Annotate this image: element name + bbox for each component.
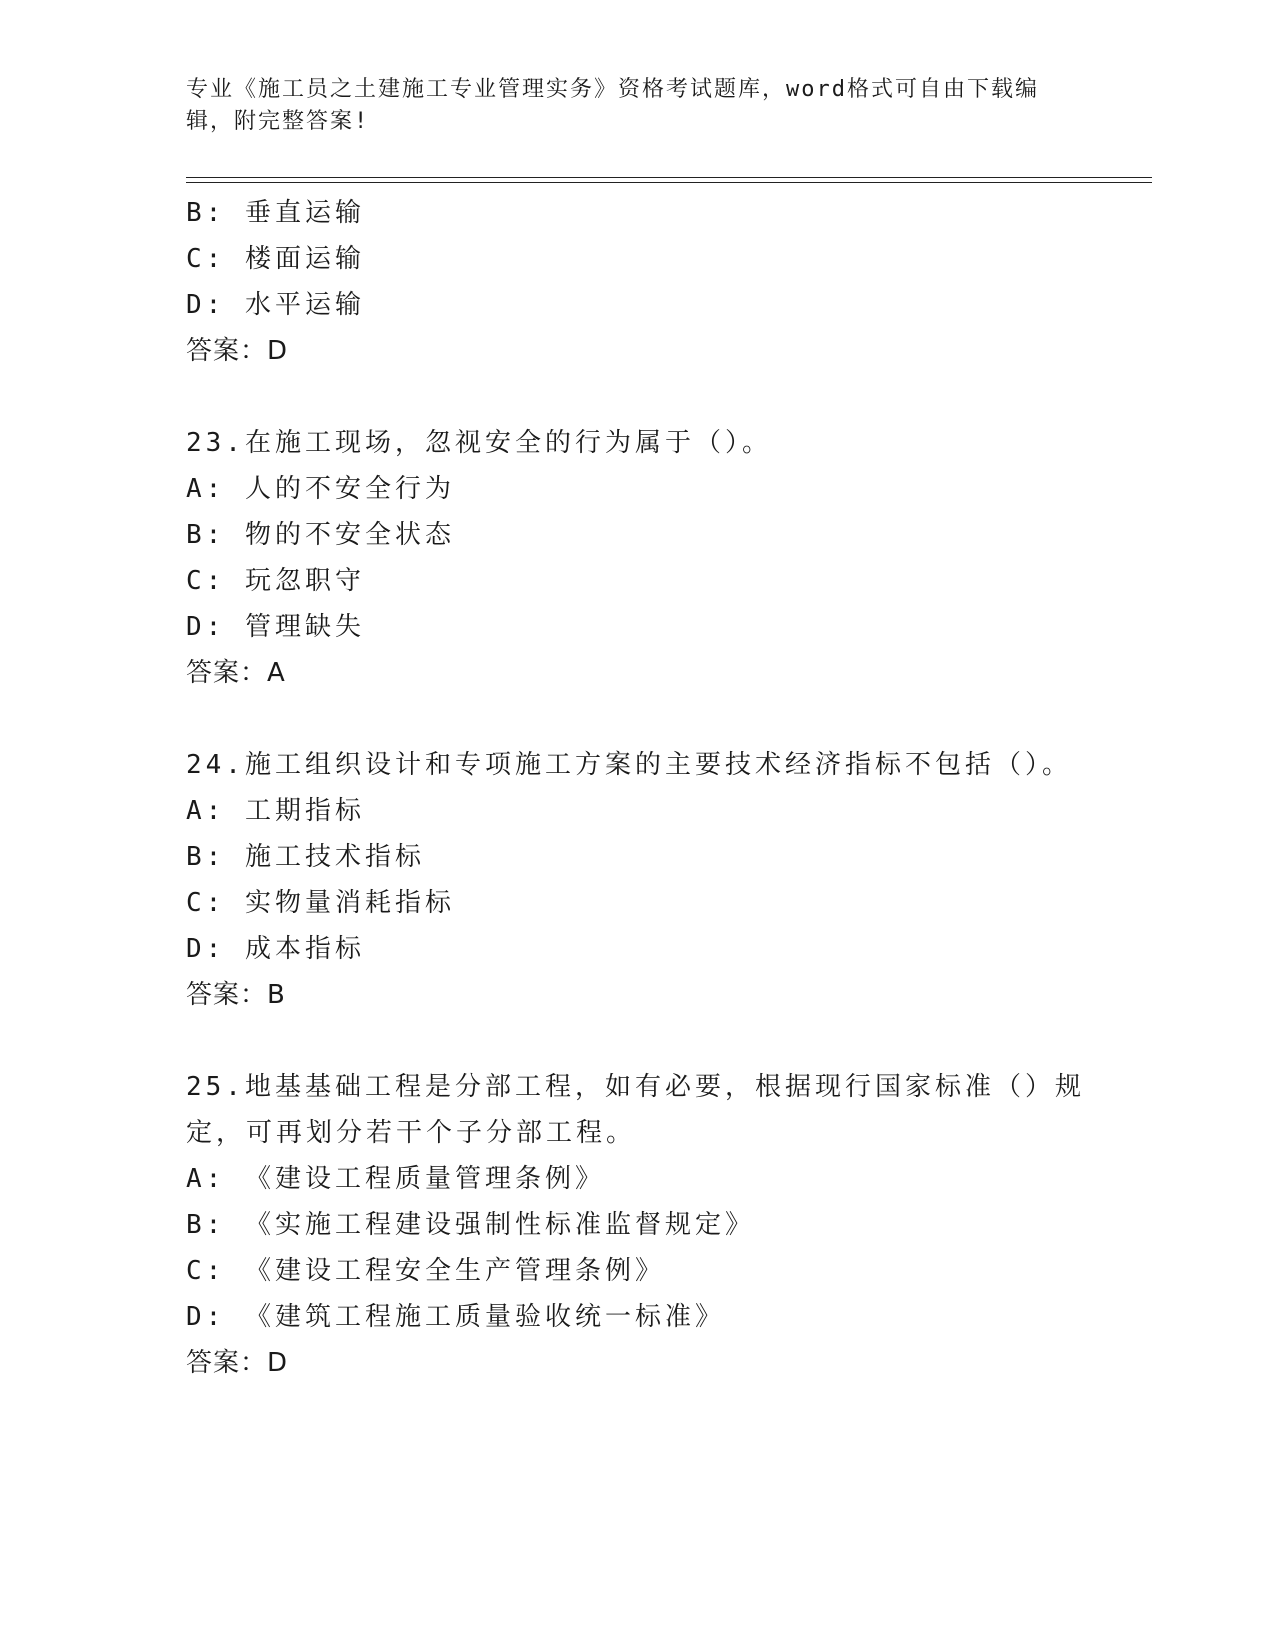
question-block-24 bbox=[186, 742, 1086, 1018]
option-c: C: 《建设工程安全生产管理条例》 bbox=[186, 1256, 665, 1286]
option-a: A: 工期指标 bbox=[186, 796, 365, 826]
option-c: C: 玩忽职守 bbox=[186, 566, 365, 596]
option-d: D: 管理缺失 bbox=[186, 612, 365, 642]
answer-line: 答案：D bbox=[186, 336, 289, 366]
answer-line: 答案：D bbox=[186, 1348, 289, 1378]
header-rule-bottom bbox=[186, 182, 1152, 183]
option-d: D: 《建筑工程施工质量验收统一标准》 bbox=[186, 1302, 725, 1332]
option-a: A: 人的不安全行为 bbox=[186, 474, 455, 504]
header-rule-top bbox=[186, 177, 1152, 178]
answer-line: 答案：A bbox=[186, 658, 286, 688]
option-c: C: 实物量消耗指标 bbox=[186, 888, 455, 918]
option-a: A: 《建设工程质量管理条例》 bbox=[186, 1164, 605, 1194]
question-stem: 23.在施工现场，忽视安全的行为属于（）。 bbox=[186, 428, 772, 458]
question-block-25 bbox=[186, 1064, 1086, 1386]
question-content bbox=[186, 190, 1086, 1386]
option-b: B: 《实施工程建设强制性标准监督规定》 bbox=[186, 1210, 755, 1240]
option-d: D: 水平运输 bbox=[186, 290, 365, 320]
document-header: 专业《施工员之土建施工专业管理实务》资格考试题库，word格式可自由下载编辑，附完整答案! bbox=[186, 77, 1039, 134]
option-b: B: 物的不安全状态 bbox=[186, 520, 455, 550]
option-b: B: 垂直运输 bbox=[186, 198, 365, 228]
option-d: D: 成本指标 bbox=[186, 934, 365, 964]
option-b: B: 施工技术指标 bbox=[186, 842, 425, 872]
question-block-22-tail bbox=[186, 190, 1086, 374]
question-stem: 25.地基基础工程是分部工程，如有必要，根据现行国家标准（）规定，可再划分若干个子分部工程。 bbox=[186, 1072, 1085, 1148]
question-stem: 24.施工组织设计和专项施工方案的主要技术经济指标不包括（）。 bbox=[186, 750, 1072, 780]
answer-line: 答案：B bbox=[186, 980, 286, 1010]
option-c: C: 楼面运输 bbox=[186, 244, 365, 274]
question-block-23 bbox=[186, 420, 1086, 696]
